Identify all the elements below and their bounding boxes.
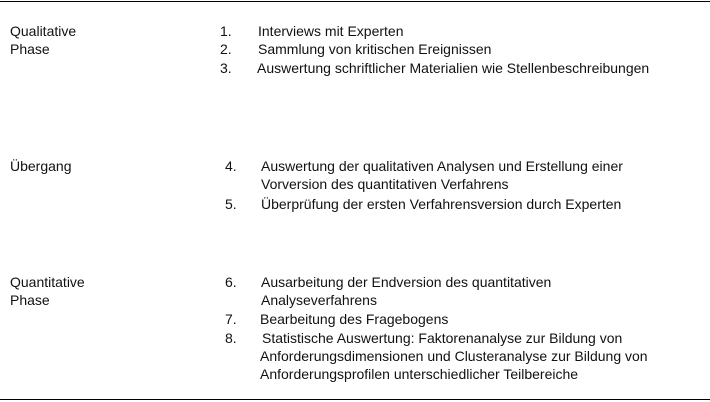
phase-label-line: Übergang (10, 158, 72, 174)
step-text (258, 40, 491, 58)
step-text-line: Auswertung der qualitativen Analysen und Erstellung einer (261, 158, 623, 174)
step-number: 3. (220, 60, 232, 76)
phase-label-line: Phase (10, 41, 50, 57)
step-number: 4. (225, 158, 237, 174)
step-text-line: Sammlung von kritischen Ereignissen (258, 41, 492, 57)
phase-label-line: Quantitative (10, 274, 85, 290)
step-number: 5. (225, 196, 237, 212)
step-number: 1. (220, 23, 232, 39)
phase-label-quantitative (10, 273, 190, 309)
step-number: 6. (225, 274, 237, 290)
phase-label-line: Phase (10, 292, 50, 308)
step-text-line: Anforderungsdimensionen und Clusteranalyse zur Bildung von (260, 348, 648, 364)
step-text-line: Statistische Auswertung: Faktorenanalyse zur Bildung von (262, 330, 623, 346)
phase-label-line: Qualitative (10, 23, 77, 39)
step-text (257, 59, 649, 77)
step-text (260, 329, 648, 383)
step-text-line: Überprüfung der ersten Verfahrensversion durch Experten (261, 196, 622, 212)
phase-label-uebergang (10, 157, 190, 175)
step-text-line: Analyseverfahrens (261, 292, 377, 308)
step-text (258, 22, 404, 40)
step-text (261, 273, 551, 309)
step-text (260, 310, 448, 328)
phase-label-qualitative (10, 22, 190, 58)
step-text-line: Anforderungsprofilen unterschiedlicher Teilbereiche (260, 366, 579, 382)
step-text-line: Ausarbeitung der Endversion des quantitativen (261, 274, 552, 290)
step-number: 7. (225, 311, 237, 327)
step-text-line: Auswertung schriftlicher Materialien wie Stellenbeschreibungen (257, 60, 650, 76)
step-text-line: Vorversion des quantitativen Verfahrens (261, 176, 509, 192)
bottom-rule (0, 399, 710, 400)
step-text-line: Bearbeitung des Fragebogens (260, 311, 449, 327)
step-number: 8. (225, 330, 237, 346)
step-text-line: Interviews mit Experten (258, 23, 404, 39)
top-rule (0, 1, 710, 2)
step-number: 2. (220, 41, 232, 57)
step-text (261, 157, 623, 193)
step-text (261, 195, 621, 213)
